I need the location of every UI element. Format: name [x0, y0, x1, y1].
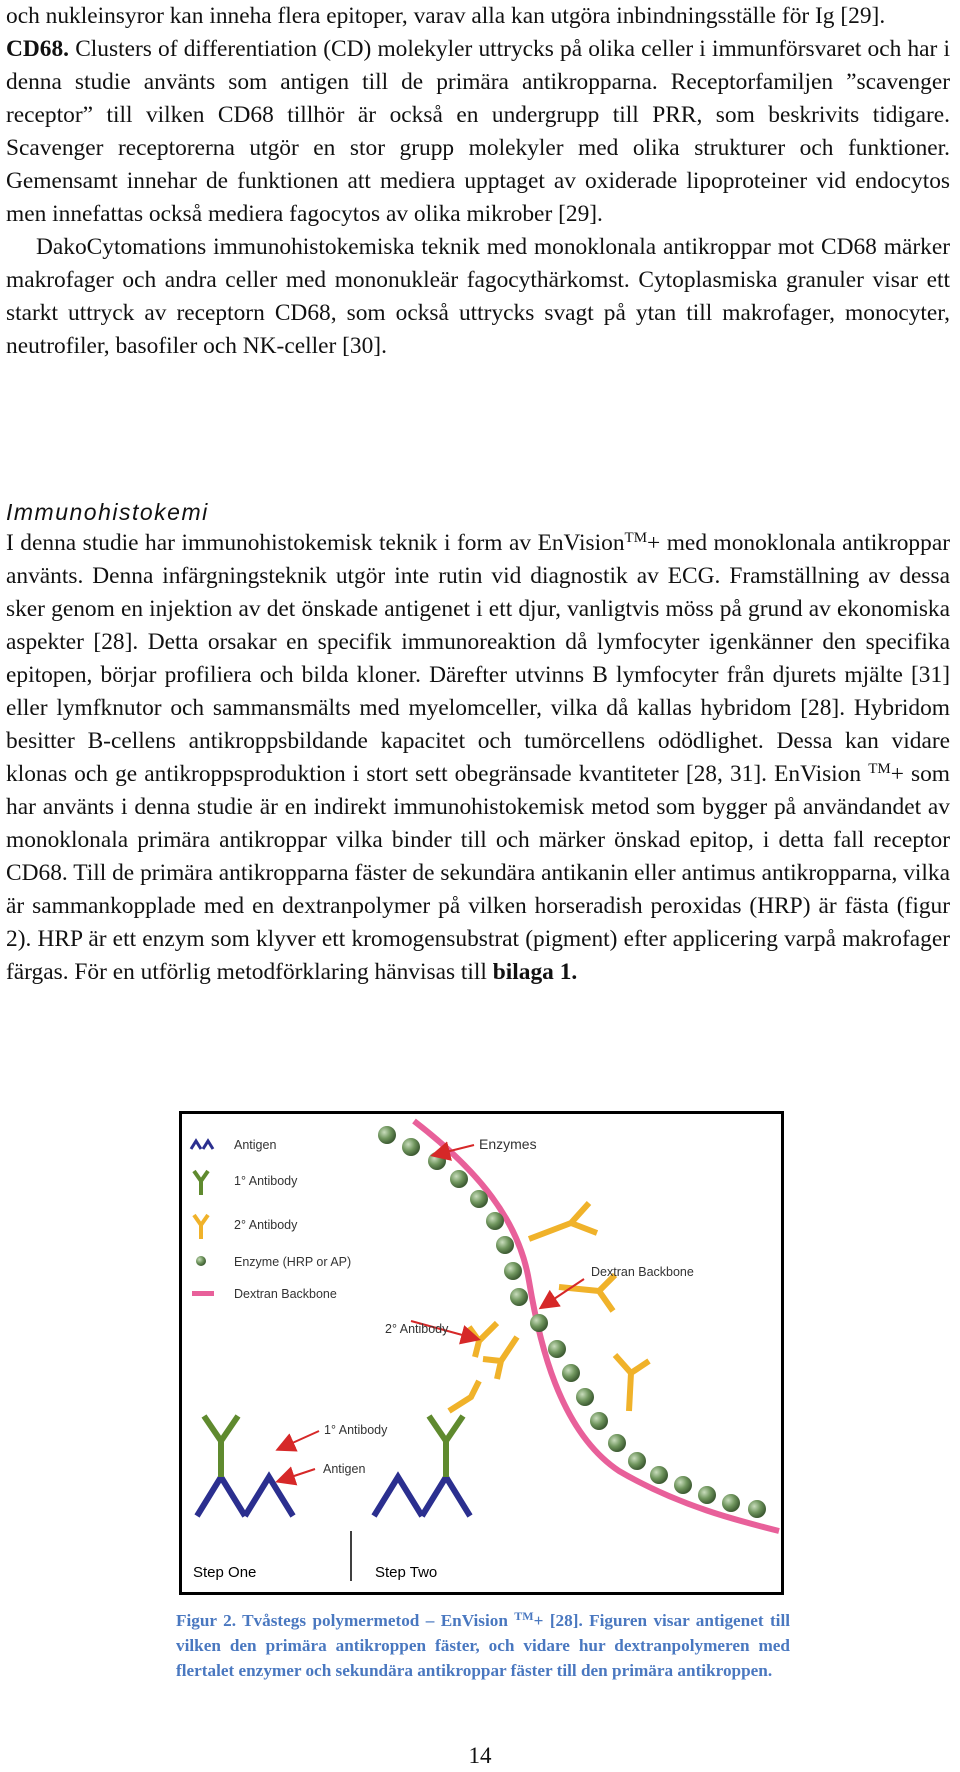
cd68-heading: CD68.: [6, 36, 70, 62]
envision-diagram: [179, 1111, 784, 1595]
paragraph-dakocytomation: DakoCytomations immunohistokemiska teknik med monoklonala antikroppar mot CD68 märker makrofager och andra celler med mononukleär fagocythärkomst. Cytoplasmiska granuler visar ett starkt uttryck av receptorn CD68, som också uttrycks svagt på ytan till makrofager, monocyter, neutrofiler, basofiler och NK-celler [30].: [6, 234, 950, 359]
immuno-text-a: I denna studie har immunohistokemisk teknik i form av EnVision: [6, 530, 625, 556]
paragraph-immuno: [6, 527, 950, 989]
immuno-text-b: + med monoklonala antikroppar använts. Denna infärgningsteknik utgör inte rutin vid diagnostik av ECG. Framställning av dessa sker genom en injektion av det önskade antigenet i ett djur, vanligtvis möss på grund av ekonomiska aspekter [28]. Detta orsakar en specifik immunoreaktion då lymfocyter igenkänner den specifika epitopen, börjar profiliera och bilda kloner. Därefter utvinns B lymfocyter från djurets mjälte [31] eller lymfknutor och sammansmälts med myelomceller, vilka då kallas hybridom [28]. Hybridom besitter B-cellens antikroppsbildande kapacitet och tumörcellens odödlighet. Dessa kan vidare klonas och ge antikroppsproduktion i stort sett obegränsade kvantiteter [28, 31]. EnVision: [6, 530, 950, 787]
enzyme: [674, 1476, 692, 1494]
label-step-one: Step One: [193, 1564, 257, 1581]
enzyme: [450, 1170, 468, 1188]
enzyme: [486, 1212, 504, 1230]
page-number: 14: [468, 1743, 492, 1768]
trademark-1: TM: [624, 530, 648, 546]
cd68-body: Clusters of differentiation (CD) molekyler uttrycks på olika celler i immunförsvaret och har i denna studie använts som antigen till de primära antikropparna. Receptorfamiljen ”scavenger receptor” till vilken CD68 tillhör är också en undergrupp till PRR, som beskrivits tidigare. Scavenger receptorerna utgör en stor grupp molekyler med olika strukturer och funktioner. Gemensamt innehar de funktionen att mediera upptaget av oxiderade lipoproteiner vid endocytos men innefattas också mediera fagocytos av olika mikrober [29].: [6, 36, 950, 227]
enzyme: [590, 1412, 608, 1430]
body-text-immuno: [6, 527, 950, 989]
paragraph-1: och nukleinsyror kan inneha flera epitoper, varav alla kan utgöra inbindningsställe för Ig [29].: [6, 3, 886, 29]
enzyme: [748, 1500, 766, 1518]
enzyme: [548, 1340, 566, 1358]
paragraph-cd68: [6, 33, 950, 231]
enzyme: [402, 1138, 420, 1156]
enzyme: [608, 1434, 626, 1452]
label-step-two: Step Two: [375, 1564, 438, 1581]
enzyme-legend-icon: [196, 1256, 206, 1266]
trademark-2: TM: [868, 761, 891, 777]
section-heading: Immunohistokemi: [6, 499, 209, 525]
legend-backbone: Dextran Backbone: [234, 1287, 337, 1301]
legend-antibody2: 2° Antibody: [234, 1218, 298, 1232]
enzyme: [650, 1466, 668, 1484]
caption-text-b: + [28]. Figuren visar antigenet till vilken den primära antikroppen fäster, och vidare hur dextranpolymeren med flertalet enzymer och sekundära antikroppar fäster till den primära antikroppen.: [176, 1611, 791, 1680]
figure-caption: [176, 1608, 790, 1683]
label-antibody1: 1° Antibody: [324, 1423, 388, 1437]
enzyme: [628, 1452, 646, 1470]
enzyme: [530, 1314, 548, 1332]
enzyme: [470, 1190, 488, 1208]
enzyme: [698, 1486, 716, 1504]
label-enzymes: Enzymes: [479, 1136, 537, 1152]
enzyme: [722, 1494, 740, 1512]
caption-trademark: TM: [514, 1609, 534, 1623]
label-antigen: Antigen: [323, 1462, 366, 1476]
label-dextran-backbone: Dextran Backbone: [591, 1265, 694, 1279]
caption-text-a: Figur 2. Tvåstegs polymermetod – EnVision: [176, 1611, 515, 1630]
enzyme: [496, 1236, 514, 1254]
legend-enzyme: Enzyme (HRP or AP): [234, 1255, 352, 1269]
enzyme: [562, 1364, 580, 1382]
legend-antigen: Antigen: [234, 1138, 277, 1152]
enzyme: [576, 1388, 594, 1406]
backbone-legend-icon: [192, 1291, 214, 1296]
label-antibody2: 2° Antibody: [385, 1322, 449, 1336]
enzyme: [504, 1262, 522, 1280]
legend-antibody1: 1° Antibody: [234, 1174, 298, 1188]
enzyme: [378, 1126, 396, 1144]
body-text-top: [6, 0, 950, 363]
enzyme: [510, 1288, 528, 1306]
figure-2: [179, 1111, 784, 1595]
appendix-ref: bilaga 1.: [492, 959, 578, 985]
immuno-text-c: + som har använts i denna studie är en indirekt immunohistokemisk metod som bygger på användandet av monoklonala primära antikroppar vilka binder till och märker önskad epitop, i detta fall receptor CD68. Till de primära antikropparna fäster de sekundära antikanin eller antimus antikropparna, vilka är sammankopplade med en dextranpolymer på vilken horseradish peroxidas (HRP) är fästa (figur 2). HRP är ett enzym som klyver ett kromogensubstrat (pigment) efter applicering varpå makrofager färgas. För en utförlig metodförklaring hänvisas till: [6, 761, 950, 985]
